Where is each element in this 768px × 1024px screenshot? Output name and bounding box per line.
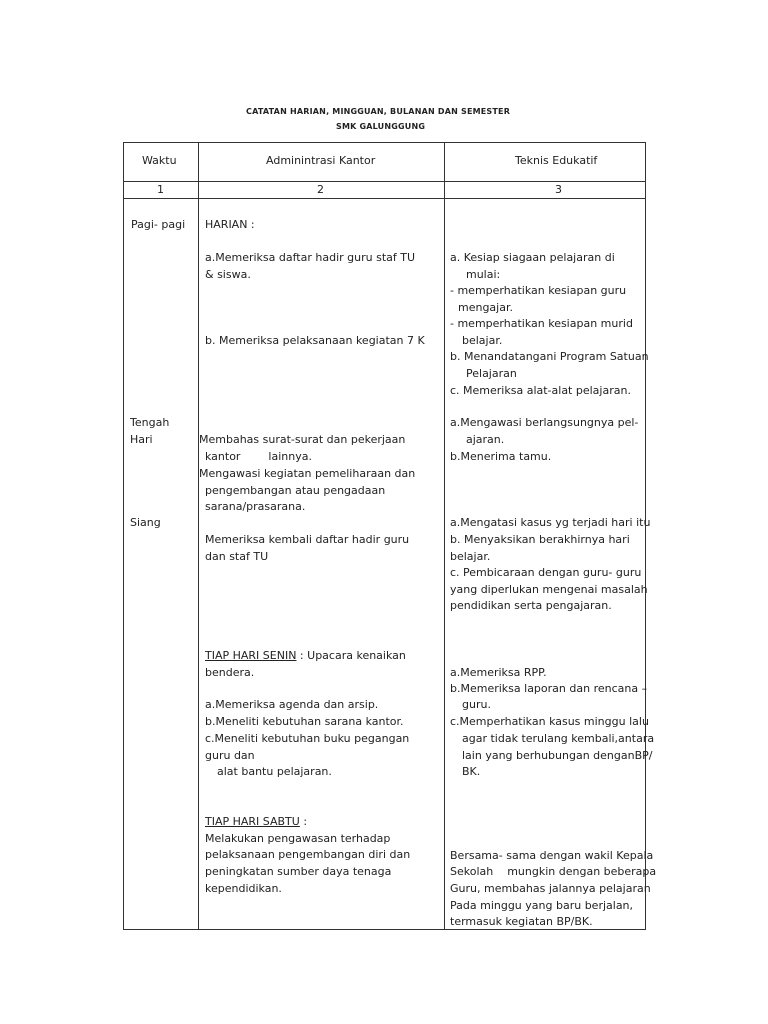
admin-text: Melakukan pengawasan terhadap — [205, 832, 391, 845]
admin-text: alat bantu pelajaran. — [217, 765, 332, 778]
time-hari: Hari — [130, 433, 153, 446]
edu-text: c.Memperhatikan kasus minggu lalu — [450, 715, 649, 728]
edu-text: guru. — [462, 698, 491, 711]
admin-harian: HARIAN : — [205, 218, 255, 231]
admin-text: b.Meneliti kebutuhan sarana kantor. — [205, 715, 404, 728]
edu-text: a.Mengatasi kasus yg terjadi hari itu — [450, 516, 651, 529]
edu-text: agar tidak terulang kembali,antara — [462, 732, 655, 745]
admin-text: Membahas surat-surat dan pekerjaan — [199, 433, 406, 446]
column-number-3: 3 — [555, 183, 562, 196]
edu-text: a. Kesiap siagaan pelajaran di — [450, 251, 615, 264]
admin-text: & siswa. — [205, 268, 251, 281]
edu-text: b. Menandatangani Program Satuan — [450, 350, 649, 363]
edu-text: lain yang berhubungan denganBP/ — [462, 749, 653, 762]
edu-text: mulai: — [466, 268, 501, 281]
edu-text: belajar. — [462, 334, 503, 347]
column-number-2: 2 — [317, 183, 324, 196]
admin-text: a.Memeriksa agenda dan arsip. — [205, 698, 379, 711]
admin-text: b. Memeriksa pelaksanaan kegiatan 7 K — [205, 334, 425, 347]
admin-text: kependidikan. — [205, 882, 282, 895]
admin-text: pengembangan atau pengadaan — [205, 484, 386, 497]
edu-text: - memperhatikan kesiapan murid — [450, 317, 633, 330]
school-name: SMK GALUNGGUNG — [336, 122, 426, 131]
edu-text: b.Memeriksa laporan dan rencana – — [450, 682, 648, 695]
edu-text: Sekolah mungkin dengan beberapa — [450, 865, 657, 878]
edu-text: pendidikan serta pengajaran. — [450, 599, 612, 612]
admin-text: c.Meneliti kebutuhan buku pegangan — [205, 732, 410, 745]
time-pagi: Pagi- pagi — [131, 218, 186, 231]
admin-text: bendera. — [205, 666, 255, 679]
time-siang: Siang — [130, 516, 161, 529]
admin-text: sarana/prasarana. — [205, 500, 306, 513]
time-tengah: Tengah — [130, 416, 170, 429]
edu-text: ajaran. — [466, 433, 505, 446]
edu-text: Pelajaran — [466, 367, 517, 380]
document-title: CATATAN HARIAN, MINGGUAN, BULANAN DAN SEMESTER — [246, 107, 511, 116]
admin-sabtu — [205, 814, 307, 830]
admin-text: pelaksanaan pengembangan diri dan — [205, 848, 411, 861]
header-teknis: Teknis Edukatif — [515, 154, 598, 167]
edu-text: Pada minggu yang baru berjalan, — [450, 899, 634, 912]
sabtu-colon: : — [299, 815, 308, 828]
edu-text: - memperhatikan kesiapan guru — [450, 284, 627, 297]
edu-text: a.Mengawasi berlangsungnya pel- — [450, 416, 639, 429]
header-waktu: Waktu — [142, 154, 177, 167]
admin-text: peningkatan sumber daya tenaga — [205, 865, 392, 878]
admin-text: a.Memeriksa daftar hadir guru staf TU — [205, 251, 416, 264]
admin-senin — [205, 648, 406, 664]
senin-heading: TIAP HARI SENIN — [205, 649, 297, 662]
edu-text: belajar. — [450, 550, 491, 563]
senin-rest: : Upacara kenaikan — [296, 649, 406, 662]
edu-text: a.Memeriksa RPP. — [450, 666, 547, 679]
admin-text: Memeriksa kembali daftar hadir guru — [205, 533, 410, 546]
admin-text: Mengawasi kegiatan pemeliharaan dan — [199, 467, 416, 480]
header-administrasi: Adminintrasi Kantor — [266, 154, 376, 167]
sabtu-heading: TIAP HARI SABTU — [205, 815, 300, 828]
edu-text: mengajar. — [458, 301, 513, 314]
edu-text: yang diperlukan mengenai masalah — [450, 583, 648, 596]
column-number-1: 1 — [157, 183, 164, 196]
edu-text: c. Pembicaraan dengan guru- guru — [450, 566, 642, 579]
edu-text: BK. — [462, 765, 481, 778]
edu-text: b.Menerima tamu. — [450, 450, 552, 463]
admin-text: dan staf TU — [205, 550, 269, 563]
admin-text: kantor lainnya. — [205, 450, 312, 463]
edu-text: c. Memeriksa alat-alat pelajaran. — [450, 384, 631, 397]
edu-text: Bersama- sama dengan wakil Kepala — [450, 849, 654, 862]
edu-text: termasuk kegiatan BP/BK. — [450, 915, 593, 928]
admin-text: guru dan — [205, 749, 255, 762]
edu-text: b. Menyaksikan berakhirnya hari — [450, 533, 630, 546]
edu-text: Guru, membahas jalannya pelajaran — [450, 882, 651, 895]
